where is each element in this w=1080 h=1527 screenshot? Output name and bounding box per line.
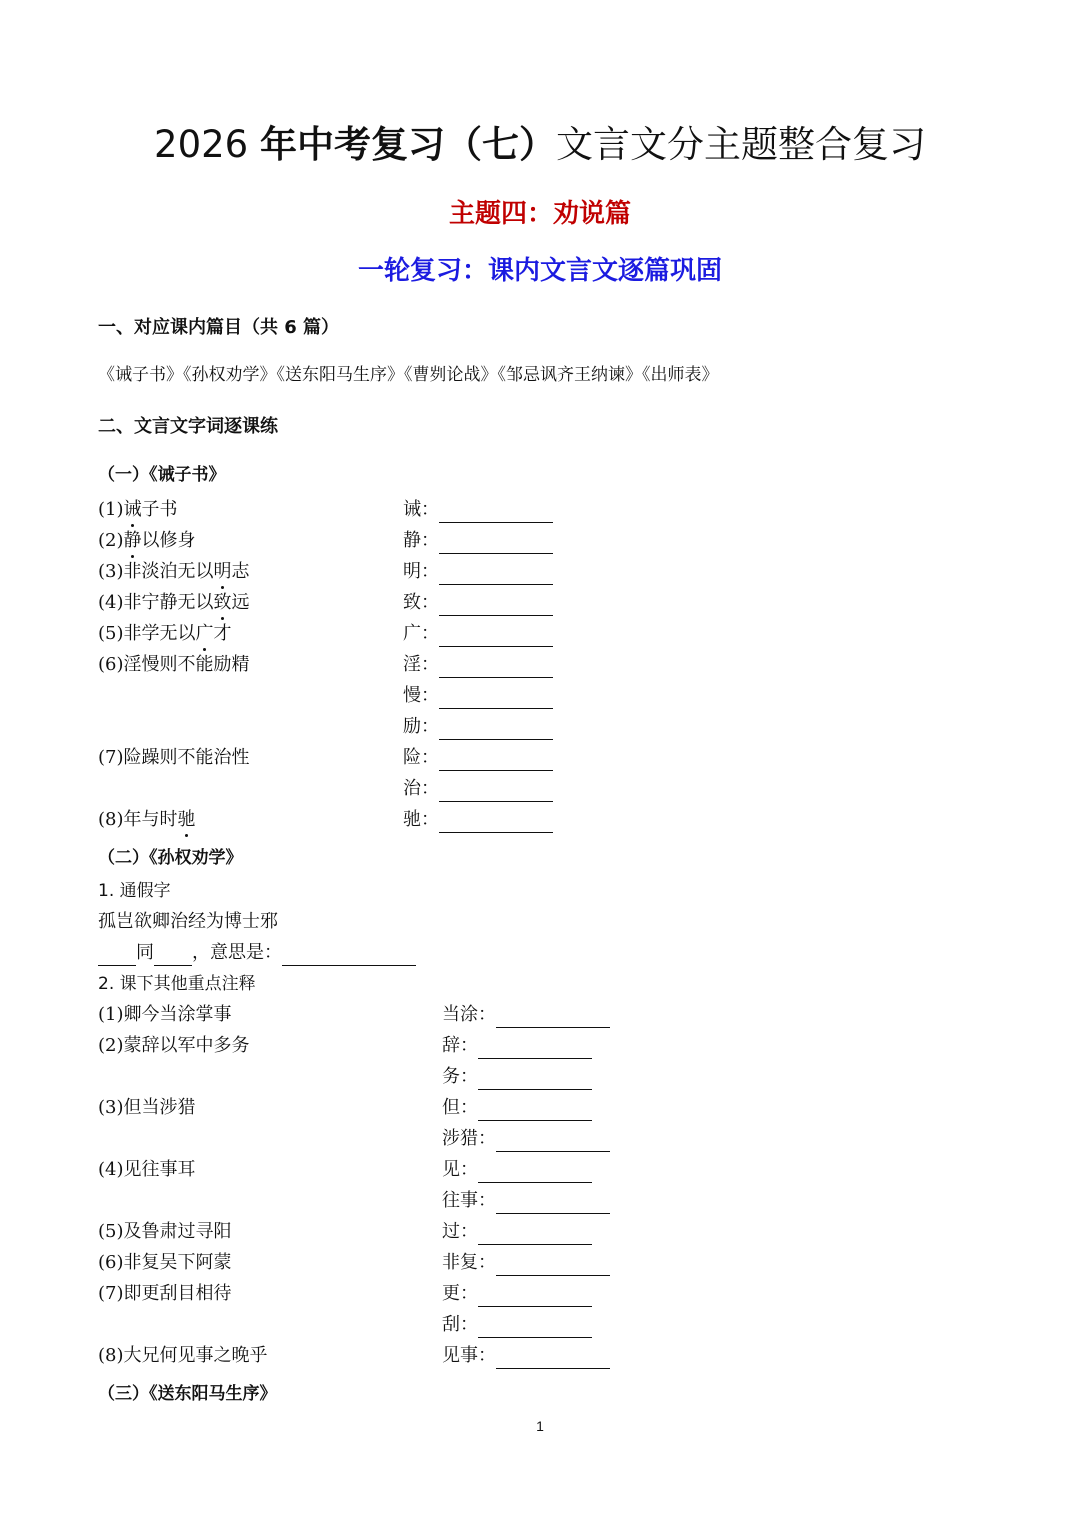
answer-field[interactable]: 刮： (442, 1312, 592, 1338)
answer-field[interactable]: 明： (403, 559, 553, 585)
question-row: (6)非复吴下阿蒙 (98, 1252, 232, 1273)
answer-field[interactable]: 驰： (403, 807, 553, 833)
title-rest: 文言文分主题整合复习 (555, 123, 926, 166)
theme-heading: 主题四：劝说篇 (448, 199, 631, 229)
answer-field[interactable]: 但： (442, 1095, 592, 1121)
answer-field[interactable]: 过： (442, 1219, 592, 1245)
section2-heading: 二、文言文字词逐课练 (98, 416, 278, 437)
question-row: (2)静以修身 (98, 528, 196, 554)
answer-field[interactable]: 辞： (442, 1033, 592, 1059)
answer-field[interactable]: 更： (442, 1281, 592, 1307)
answer-field[interactable]: 慢： (403, 683, 553, 709)
title-year: 2026 (154, 123, 249, 166)
question-row: (1)诫子书 (98, 497, 178, 523)
answer-field[interactable]: 淫： (403, 652, 553, 678)
answer-field[interactable]: 诫： (403, 497, 553, 523)
part1-heading: （一）《诫子书》 (98, 465, 226, 485)
tongjia-answer[interactable]: 同 ，意思是： (98, 940, 416, 966)
question-row: (6)淫慢则不能励精 (98, 654, 250, 675)
question-row: (5)及鲁肃过寻阳 (98, 1221, 232, 1242)
question-row: (7)即更刮目相待 (98, 1283, 232, 1304)
question-row: (1)卿今当涂掌事 (98, 1004, 232, 1025)
document-title (0, 122, 1080, 168)
round-heading: 一轮复习：课内文言文逐篇巩固 (357, 256, 722, 286)
question-row: (2)蒙辞以军中多务 (98, 1035, 250, 1056)
answer-field[interactable]: 非复： (442, 1250, 610, 1276)
question-row: (8)年与时驰 (98, 807, 196, 833)
question-row: (7)险躁则不能治性 (98, 747, 250, 768)
article-list: 《诫子书》《孙权劝学》《送东阳马生序》《曹刿论战》《邹忌讽齐王纳谏》《出师表》 (98, 365, 719, 385)
question-row: (4)见往事耳 (98, 1159, 196, 1180)
sub-heading: 1. 通假字 (98, 881, 171, 901)
part2-heading: （二）《孙权劝学》 (98, 848, 243, 868)
answer-field[interactable]: 涉猎： (442, 1126, 610, 1152)
question-row: (8)大兄何见事之晚乎 (98, 1345, 268, 1366)
question-row: (4)非宁静无以致远 (98, 590, 250, 616)
section1-heading: 一、对应课内篇目（共 6 篇） (98, 317, 340, 338)
answer-field[interactable]: 险： (403, 745, 553, 771)
tongjia-sentence: 孤岂欲卿治经为博士邪 (98, 911, 278, 932)
answer-field[interactable]: 广： (403, 621, 553, 647)
question-row: (5)非学无以广才 (98, 621, 232, 647)
answer-field[interactable]: 见： (442, 1157, 592, 1183)
answer-field[interactable]: 见事： (442, 1343, 610, 1369)
title-bold: 年中考复习（七） (259, 123, 556, 166)
sub-heading: 2. 课下其他重点注释 (98, 974, 256, 994)
page-number: 1 (536, 1418, 544, 1434)
question-row: (3)但当涉猎 (98, 1097, 196, 1118)
answer-field[interactable]: 励： (403, 714, 553, 740)
answer-field[interactable]: 静： (403, 528, 553, 554)
answer-field[interactable]: 致： (403, 590, 553, 616)
answer-field[interactable]: 往事： (442, 1188, 610, 1214)
question-row: (3)非淡泊无以明志 (98, 559, 250, 585)
answer-field[interactable]: 务： (442, 1064, 592, 1090)
answer-field[interactable]: 当涂： (442, 1002, 610, 1028)
part3-heading: （三）《送东阳马生序》 (98, 1384, 277, 1404)
answer-field[interactable]: 治： (403, 776, 553, 802)
